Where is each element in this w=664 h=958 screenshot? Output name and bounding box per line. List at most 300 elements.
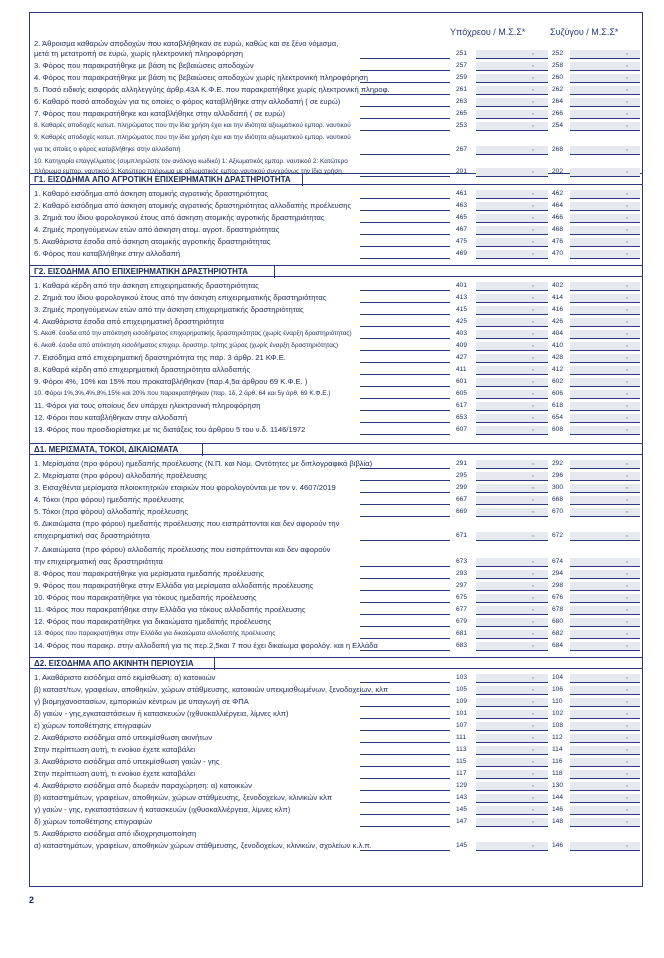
amount-input-taxpayer[interactable]: [476, 110, 548, 119]
amount-input-taxpayer[interactable]: [476, 226, 548, 235]
amount-input-spouse[interactable]: [570, 460, 640, 469]
amount-input-spouse[interactable]: [570, 390, 640, 399]
decimal-separator: ,: [532, 841, 534, 848]
row-label: επιχειρηματική σας δραστηριότητα: [34, 531, 150, 540]
decimal-separator: ,: [626, 459, 628, 466]
field-code-taxpayer: 253: [456, 122, 468, 129]
row-label: 10. Φόρος που παρακρατήθηκε για τόκους ημεδαπής προέλευσης: [34, 593, 257, 602]
section-title: Δ1. ΜΕΡΙΣΜΑΤΑ, ΤΟΚΟΙ, ΔΙΚΑΙΩΜΑΤΑ: [34, 444, 203, 456]
decimal-separator: ,: [626, 471, 628, 478]
decimal-separator: ,: [626, 793, 628, 800]
page-number: 2: [29, 895, 35, 905]
form-row: [30, 709, 642, 720]
decimal-separator: ,: [532, 733, 534, 740]
amount-input-taxpayer[interactable]: [476, 532, 548, 541]
amount-input-spouse[interactable]: [570, 318, 640, 327]
form-row: [30, 673, 642, 684]
field-code-taxpayer: 607: [456, 426, 468, 433]
decimal-separator: ,: [532, 73, 534, 80]
amount-input-spouse[interactable]: [570, 86, 640, 95]
row-label: 4. Ζημιές προηγούμενων ετών από άσκηση ατομ. αγροτ. δραστηριότητας: [34, 225, 280, 234]
decimal-separator: ,: [532, 605, 534, 612]
form-row: [30, 769, 642, 780]
leader-line: [360, 314, 450, 315]
field-code-taxpayer: 467: [456, 226, 468, 233]
field-code-spouse: 264: [552, 98, 564, 105]
amount-input-taxpayer[interactable]: [476, 146, 548, 155]
decimal-separator: ,: [626, 673, 628, 680]
form-row: [30, 85, 642, 96]
amount-input-taxpayer[interactable]: [476, 794, 548, 803]
field-code-taxpayer: 267: [456, 146, 468, 153]
field-code-spouse: 292: [552, 460, 564, 467]
amount-input-taxpayer[interactable]: [476, 238, 548, 247]
decimal-separator: ,: [532, 697, 534, 704]
amount-input-taxpayer[interactable]: [476, 558, 548, 567]
form-row: [30, 697, 642, 708]
amount-input-spouse[interactable]: [570, 168, 640, 177]
amount-input-taxpayer[interactable]: [476, 62, 548, 71]
amount-input-taxpayer[interactable]: [476, 710, 548, 719]
decimal-separator: ,: [626, 531, 628, 538]
leader-line: [360, 492, 450, 493]
decimal-separator: ,: [532, 557, 534, 564]
form-row: [30, 201, 642, 212]
decimal-separator: ,: [626, 61, 628, 68]
row-label: 4. Φόρος που παρακρατήθηκε με βάση τις βεβαιώσεις αποδοχών χωρίς ηλεκτρονική πληροφόρηση: [34, 73, 368, 82]
amount-input-taxpayer[interactable]: [476, 86, 548, 95]
amount-input-spouse[interactable]: [570, 472, 640, 481]
field-code-taxpayer: 425: [456, 318, 468, 325]
amount-input-taxpayer[interactable]: [476, 734, 548, 743]
row-label: 9. Καθαρές αποδοχές κατωτ. πληρώματος που την ίδια χρήση έχει και την ιδιότητα αξιωματικού εμπορ. ναυτικού: [34, 134, 351, 141]
field-code-taxpayer: 251: [456, 50, 468, 57]
form-row: [30, 483, 642, 494]
amount-input-spouse[interactable]: [570, 642, 640, 651]
field-code-taxpayer: 605: [456, 390, 468, 397]
amount-input-spouse[interactable]: [570, 426, 640, 435]
form-row: [30, 317, 642, 328]
leader-line: [360, 766, 450, 767]
amount-input-taxpayer[interactable]: [476, 686, 548, 695]
decimal-separator: ,: [532, 459, 534, 466]
field-code-spouse: 608: [552, 426, 564, 433]
amount-input-spouse[interactable]: [570, 842, 640, 851]
leader-line: [360, 778, 450, 779]
amount-input-spouse[interactable]: [570, 618, 640, 627]
amount-input-spouse[interactable]: [570, 508, 640, 517]
field-code-spouse: 654: [552, 414, 564, 421]
decimal-separator: ,: [532, 213, 534, 220]
form-row: [30, 841, 642, 852]
decimal-separator: ,: [532, 745, 534, 752]
amount-input-spouse[interactable]: [570, 110, 640, 119]
decimal-separator: ,: [626, 769, 628, 776]
column-header-spouse: Συζύγου / Μ.Σ.Σ*: [550, 27, 619, 37]
amount-input-taxpayer[interactable]: [476, 342, 548, 351]
field-code-spouse: 146: [552, 806, 564, 813]
leader-line: [360, 302, 450, 303]
leader-line: [360, 578, 450, 579]
amount-input-taxpayer[interactable]: [476, 746, 548, 755]
amount-input-spouse[interactable]: [570, 238, 640, 247]
field-code-taxpayer: 415: [456, 306, 468, 313]
field-code-spouse: 412: [552, 366, 564, 373]
form-row: [30, 61, 642, 72]
leader-line: [360, 58, 450, 59]
decimal-separator: ,: [532, 293, 534, 300]
amount-input-taxpayer[interactable]: [476, 472, 548, 481]
amount-input-spouse[interactable]: [570, 190, 640, 199]
decimal-separator: ,: [626, 569, 628, 576]
amount-input-spouse[interactable]: [570, 758, 640, 767]
amount-input-spouse[interactable]: [570, 630, 640, 639]
amount-input-taxpayer[interactable]: [476, 630, 548, 639]
amount-input-taxpayer[interactable]: [476, 508, 548, 517]
amount-input-spouse[interactable]: [570, 306, 640, 315]
decimal-separator: ,: [626, 109, 628, 116]
decimal-separator: ,: [626, 617, 628, 624]
amount-input-taxpayer[interactable]: [476, 698, 548, 707]
leader-line: [360, 398, 450, 399]
amount-input-taxpayer[interactable]: [476, 570, 548, 579]
field-code-taxpayer: 107: [456, 722, 468, 729]
amount-input-spouse[interactable]: [570, 294, 640, 303]
form-row: [30, 249, 642, 260]
decimal-separator: ,: [532, 581, 534, 588]
row-label: δ) γαιών - γης,εγκαταστάσεων ή κατασκευών (ιχθυοκαλλιέργεια, λίμνες κλπ): [34, 709, 289, 718]
amount-input-spouse[interactable]: [570, 484, 640, 493]
form-row: [30, 389, 642, 400]
field-code-taxpayer: 401: [456, 282, 468, 289]
amount-input-spouse[interactable]: [570, 806, 640, 815]
amount-input-taxpayer[interactable]: [476, 722, 548, 731]
form-row: [30, 817, 642, 828]
amount-input-taxpayer[interactable]: [476, 190, 548, 199]
field-code-spouse: 670: [552, 508, 564, 515]
amount-input-spouse[interactable]: [570, 818, 640, 827]
field-code-taxpayer: 115: [456, 758, 467, 765]
amount-input-taxpayer[interactable]: [476, 426, 548, 435]
amount-input-taxpayer[interactable]: [476, 330, 548, 339]
row-label: 7. Εισόδημα από επιχειρηματική δραστηριότητα της παρ. 3 άρθρ. 21 ΚΦ.Ε.: [34, 353, 286, 362]
amount-input-spouse[interactable]: [570, 50, 640, 59]
amount-input-taxpayer[interactable]: [476, 460, 548, 469]
row-label: β) καταστημάτων, γραφείων, αποθηκών, χώρων στάθμευσης, ξενοδοχείων, κλινικών κλπ: [34, 793, 333, 802]
field-code-spouse: 300: [552, 484, 564, 491]
amount-input-taxpayer[interactable]: [476, 366, 548, 375]
decimal-separator: ,: [532, 225, 534, 232]
field-code-taxpayer: 677: [456, 606, 468, 613]
amount-input-spouse[interactable]: [570, 558, 640, 567]
amount-input-spouse[interactable]: [570, 582, 640, 591]
decimal-separator: ,: [626, 805, 628, 812]
amount-input-taxpayer[interactable]: [476, 202, 548, 211]
field-code-taxpayer: 671: [456, 532, 468, 539]
form-row: [30, 545, 642, 556]
field-code-taxpayer: 145: [456, 842, 468, 849]
decimal-separator: ,: [626, 733, 628, 740]
leader-line: [360, 234, 450, 235]
amount-input-taxpayer[interactable]: [476, 496, 548, 505]
amount-input-taxpayer[interactable]: [476, 390, 548, 399]
amount-input-spouse[interactable]: [570, 378, 640, 387]
form-row: [30, 745, 642, 756]
leader-line: [360, 106, 450, 107]
decimal-separator: ,: [532, 781, 534, 788]
decimal-separator: ,: [532, 817, 534, 824]
amount-input-taxpayer[interactable]: [476, 484, 548, 493]
amount-input-taxpayer[interactable]: [476, 74, 548, 83]
decimal-separator: ,: [532, 317, 534, 324]
leader-line: [360, 650, 450, 651]
amount-input-spouse[interactable]: [570, 226, 640, 235]
row-label: 2. Καθαρό εισόδημα από άσκηση ατομικής αγροτικής δραστηριότητας αλλοδαπής προέλευσης: [34, 201, 352, 210]
decimal-separator: ,: [626, 281, 628, 288]
decimal-separator: ,: [626, 685, 628, 692]
amount-input-taxpayer[interactable]: [476, 618, 548, 627]
amount-input-taxpayer[interactable]: [476, 642, 548, 651]
form-row: [30, 281, 642, 292]
field-code-taxpayer: 465: [456, 214, 468, 221]
field-code-spouse: 266: [552, 110, 564, 117]
amount-input-taxpayer[interactable]: [476, 318, 548, 327]
decimal-separator: ,: [626, 507, 628, 514]
decimal-separator: ,: [532, 145, 534, 152]
amount-input-spouse[interactable]: [570, 746, 640, 755]
row-label: β) καταστ/των, γραφείων, αποθηκών, χώρων στάθμευσης, κατοικιών υπεκμισθωμένων, ξενοδοχείων, κλπ: [34, 685, 389, 694]
form-row: [30, 225, 642, 236]
leader-line: [360, 602, 450, 603]
decimal-separator: ,: [532, 617, 534, 624]
section-title: Γ1. ΕΙΣΟΔΗΜΑ ΑΠΟ ΑΓΡΟΤΙΚΗ ΕΠΙΧΕΙΡΗΜΑΤΙΚΗ ΔΡΑΣΤΗΡΙΟΤΗΤΑ: [34, 174, 303, 186]
field-code-taxpayer: 293: [456, 570, 468, 577]
amount-input-taxpayer[interactable]: [476, 378, 548, 387]
leader-line: [360, 422, 450, 423]
form-row: [30, 793, 642, 804]
field-code-taxpayer: 683: [456, 642, 468, 649]
field-code-taxpayer: 259: [456, 74, 468, 81]
field-code-taxpayer: 679: [456, 618, 468, 625]
amount-input-taxpayer[interactable]: [476, 770, 548, 779]
amount-input-taxpayer[interactable]: [476, 214, 548, 223]
leader-line: [360, 638, 450, 639]
field-code-spouse: 258: [552, 62, 564, 69]
decimal-separator: ,: [532, 189, 534, 196]
amount-input-spouse[interactable]: [570, 698, 640, 707]
field-code-spouse: 462: [552, 190, 564, 197]
form-row: [30, 605, 642, 616]
amount-input-spouse[interactable]: [570, 282, 640, 291]
decimal-separator: ,: [532, 793, 534, 800]
decimal-separator: ,: [626, 781, 628, 788]
row-label: 3. Ζημιά του ίδιου φορολογικού έτους από άσκηση ατομικής αγροτικής δραστηριότητας: [34, 213, 325, 222]
decimal-separator: ,: [626, 377, 628, 384]
form-row: [30, 507, 642, 518]
amount-input-taxpayer[interactable]: [476, 806, 548, 815]
amount-input-taxpayer[interactable]: [476, 122, 548, 131]
amount-input-spouse[interactable]: [570, 674, 640, 683]
amount-input-taxpayer[interactable]: [476, 306, 548, 315]
amount-input-spouse[interactable]: [570, 496, 640, 505]
leader-line: [360, 386, 450, 387]
row-label: πλήρωμα εμπορ. ναυτικού 3: Κατώτερο πλήρωμα με αξιωματικός εμπορ.ναυτικού συγχρόνως την ίδια χρήση: [34, 168, 342, 175]
decimal-separator: ,: [626, 225, 628, 232]
amount-input-spouse[interactable]: [570, 62, 640, 71]
form-row: [30, 519, 642, 530]
amount-input-taxpayer[interactable]: [476, 842, 548, 851]
amount-input-taxpayer[interactable]: [476, 674, 548, 683]
decimal-separator: ,: [626, 305, 628, 312]
decimal-separator: ,: [532, 201, 534, 208]
amount-input-taxpayer[interactable]: [476, 294, 548, 303]
decimal-separator: ,: [626, 237, 628, 244]
decimal-separator: ,: [532, 709, 534, 716]
form-row: [30, 121, 642, 132]
field-code-spouse: 470: [552, 250, 564, 257]
row-label: 5. Ακαθ. έσοδα από την απόκτηση εισοδήματος επιχειρηματικής δραστηριότητας (χωρίς έναρξη δραστηριότητας): [34, 330, 352, 337]
amount-input-spouse[interactable]: [570, 122, 640, 131]
row-label: 11. Φόροι για τους οποίους δεν υπάρχει ηλεκτρονική πληροφόρηση: [34, 401, 261, 410]
amount-input-spouse[interactable]: [570, 686, 640, 695]
amount-input-spouse[interactable]: [570, 606, 640, 615]
amount-input-taxpayer[interactable]: [476, 98, 548, 107]
decimal-separator: ,: [532, 495, 534, 502]
field-code-spouse: 106: [552, 686, 564, 693]
field-code-spouse: 294: [552, 570, 564, 577]
leader-line: [360, 410, 450, 411]
amount-input-taxpayer[interactable]: [476, 606, 548, 615]
row-label: 12. Φόρος που παρακρατήθηκε για δικαιώματα ημεδαπής προέλευσης: [34, 617, 272, 626]
amount-input-spouse[interactable]: [570, 342, 640, 351]
form-row: [30, 167, 642, 178]
form-row: [30, 829, 642, 840]
amount-input-taxpayer[interactable]: [476, 250, 548, 259]
amount-input-spouse[interactable]: [570, 402, 640, 411]
amount-input-spouse[interactable]: [570, 366, 640, 375]
amount-input-spouse[interactable]: [570, 532, 640, 541]
section-header-g2: [30, 265, 642, 277]
amount-input-spouse[interactable]: [570, 214, 640, 223]
amount-input-spouse[interactable]: [570, 354, 640, 363]
amount-input-spouse[interactable]: [570, 734, 640, 743]
decimal-separator: ,: [626, 709, 628, 716]
decimal-separator: ,: [626, 73, 628, 80]
leader-line: [360, 434, 450, 435]
amount-input-taxpayer[interactable]: [476, 282, 548, 291]
amount-input-spouse[interactable]: [570, 570, 640, 579]
amount-input-taxpayer[interactable]: [476, 582, 548, 591]
field-code-spouse: 114: [552, 746, 563, 753]
field-code-taxpayer: 427: [456, 354, 468, 361]
amount-input-spouse[interactable]: [570, 770, 640, 779]
form-row: [30, 425, 642, 436]
decimal-separator: ,: [532, 97, 534, 104]
amount-input-taxpayer[interactable]: [476, 758, 548, 767]
decimal-separator: ,: [626, 697, 628, 704]
form-row: [30, 805, 642, 816]
leader-line: [360, 70, 450, 71]
leader-line: [360, 614, 450, 615]
amount-input-taxpayer[interactable]: [476, 168, 548, 177]
amount-input-spouse[interactable]: [570, 414, 640, 423]
row-label: 9. Φόροι 4%, 10% και 15% που προκαταβλήθηκαν (παρ.4,5α άρθρου 69 Κ.Φ.Ε. ): [34, 377, 308, 386]
field-code-taxpayer: 469: [456, 250, 468, 257]
row-label: 13. Φόρος που παρακρατήθηκε στην Ελλάδα για δικαιώματα αλλοδαπής προέλευσης: [34, 630, 276, 637]
decimal-separator: ,: [626, 353, 628, 360]
decimal-separator: ,: [532, 121, 534, 128]
amount-input-spouse[interactable]: [570, 330, 640, 339]
leader-line: [360, 706, 450, 707]
amount-input-taxpayer[interactable]: [476, 402, 548, 411]
decimal-separator: ,: [532, 329, 534, 336]
amount-input-taxpayer[interactable]: [476, 50, 548, 59]
form-row: [30, 145, 642, 156]
amount-input-spouse[interactable]: [570, 794, 640, 803]
decimal-separator: ,: [532, 629, 534, 636]
leader-line: [360, 118, 450, 119]
decimal-separator: ,: [532, 685, 534, 692]
amount-input-spouse[interactable]: [570, 710, 640, 719]
row-label: 8. Καθαρές αποδοχές κατωτ. πληρώματος που την ίδια χρήση έχει και την ιδιότητα αξιωματικού εμπορ. ναυτικού: [34, 122, 351, 129]
decimal-separator: ,: [626, 189, 628, 196]
amount-input-taxpayer[interactable]: [476, 594, 548, 603]
row-label: την επιχειρηματική σας δραστηριότητα: [34, 557, 163, 566]
row-label: γ) γαιών - γης, εγκαταστάσεων ή κατασκευών (ιχθυοκαλλιέργεια, λίμνες κλπ): [34, 805, 291, 814]
field-code-taxpayer: 403: [456, 330, 468, 337]
amount-input-taxpayer[interactable]: [476, 354, 548, 363]
amount-input-taxpayer[interactable]: [476, 818, 548, 827]
decimal-separator: ,: [626, 641, 628, 648]
amount-input-spouse[interactable]: [570, 98, 640, 107]
field-code-taxpayer: 411: [456, 366, 467, 373]
decimal-separator: ,: [626, 495, 628, 502]
decimal-separator: ,: [532, 109, 534, 116]
field-code-spouse: 464: [552, 202, 564, 209]
decimal-separator: ,: [532, 281, 534, 288]
row-label: α) καταστημάτων, γραφείων, αποθηκών χώρων στάθμευσης, ξενοδοχείων, κλινικών, σχολείων κ.λ.π.: [34, 841, 372, 850]
decimal-separator: ,: [626, 145, 628, 152]
field-code-taxpayer: 257: [456, 62, 468, 69]
decimal-separator: ,: [626, 817, 628, 824]
amount-input-taxpayer[interactable]: [476, 782, 548, 791]
leader-line: [360, 326, 450, 327]
leader-line: [360, 694, 450, 695]
amount-input-spouse[interactable]: [570, 594, 640, 603]
row-label: δ) χώρων τοποθέτησης επιγραφών: [34, 817, 153, 826]
form-row: [30, 557, 642, 568]
amount-input-spouse[interactable]: [570, 74, 640, 83]
decimal-separator: ,: [532, 401, 534, 408]
amount-input-taxpayer[interactable]: [476, 414, 548, 423]
field-code-taxpayer: 113: [456, 746, 467, 753]
decimal-separator: ,: [532, 721, 534, 728]
row-label: 2. Ζημιά του ίδιου φορολογικού έτους από την άσκηση επιχειρηματικής δραστηριότητας: [34, 293, 327, 302]
decimal-separator: ,: [532, 341, 534, 348]
amount-input-spouse[interactable]: [570, 202, 640, 211]
amount-input-spouse[interactable]: [570, 250, 640, 259]
amount-input-spouse[interactable]: [570, 782, 640, 791]
amount-input-spouse[interactable]: [570, 146, 640, 155]
leader-line: [360, 82, 450, 83]
field-code-taxpayer: 103: [456, 674, 468, 681]
field-code-spouse: 104: [552, 674, 564, 681]
leader-line: [360, 210, 450, 211]
section-header-d2: [30, 657, 642, 669]
amount-input-spouse[interactable]: [570, 722, 640, 731]
section-header-d1: [30, 443, 642, 455]
leader-line: [360, 850, 450, 851]
